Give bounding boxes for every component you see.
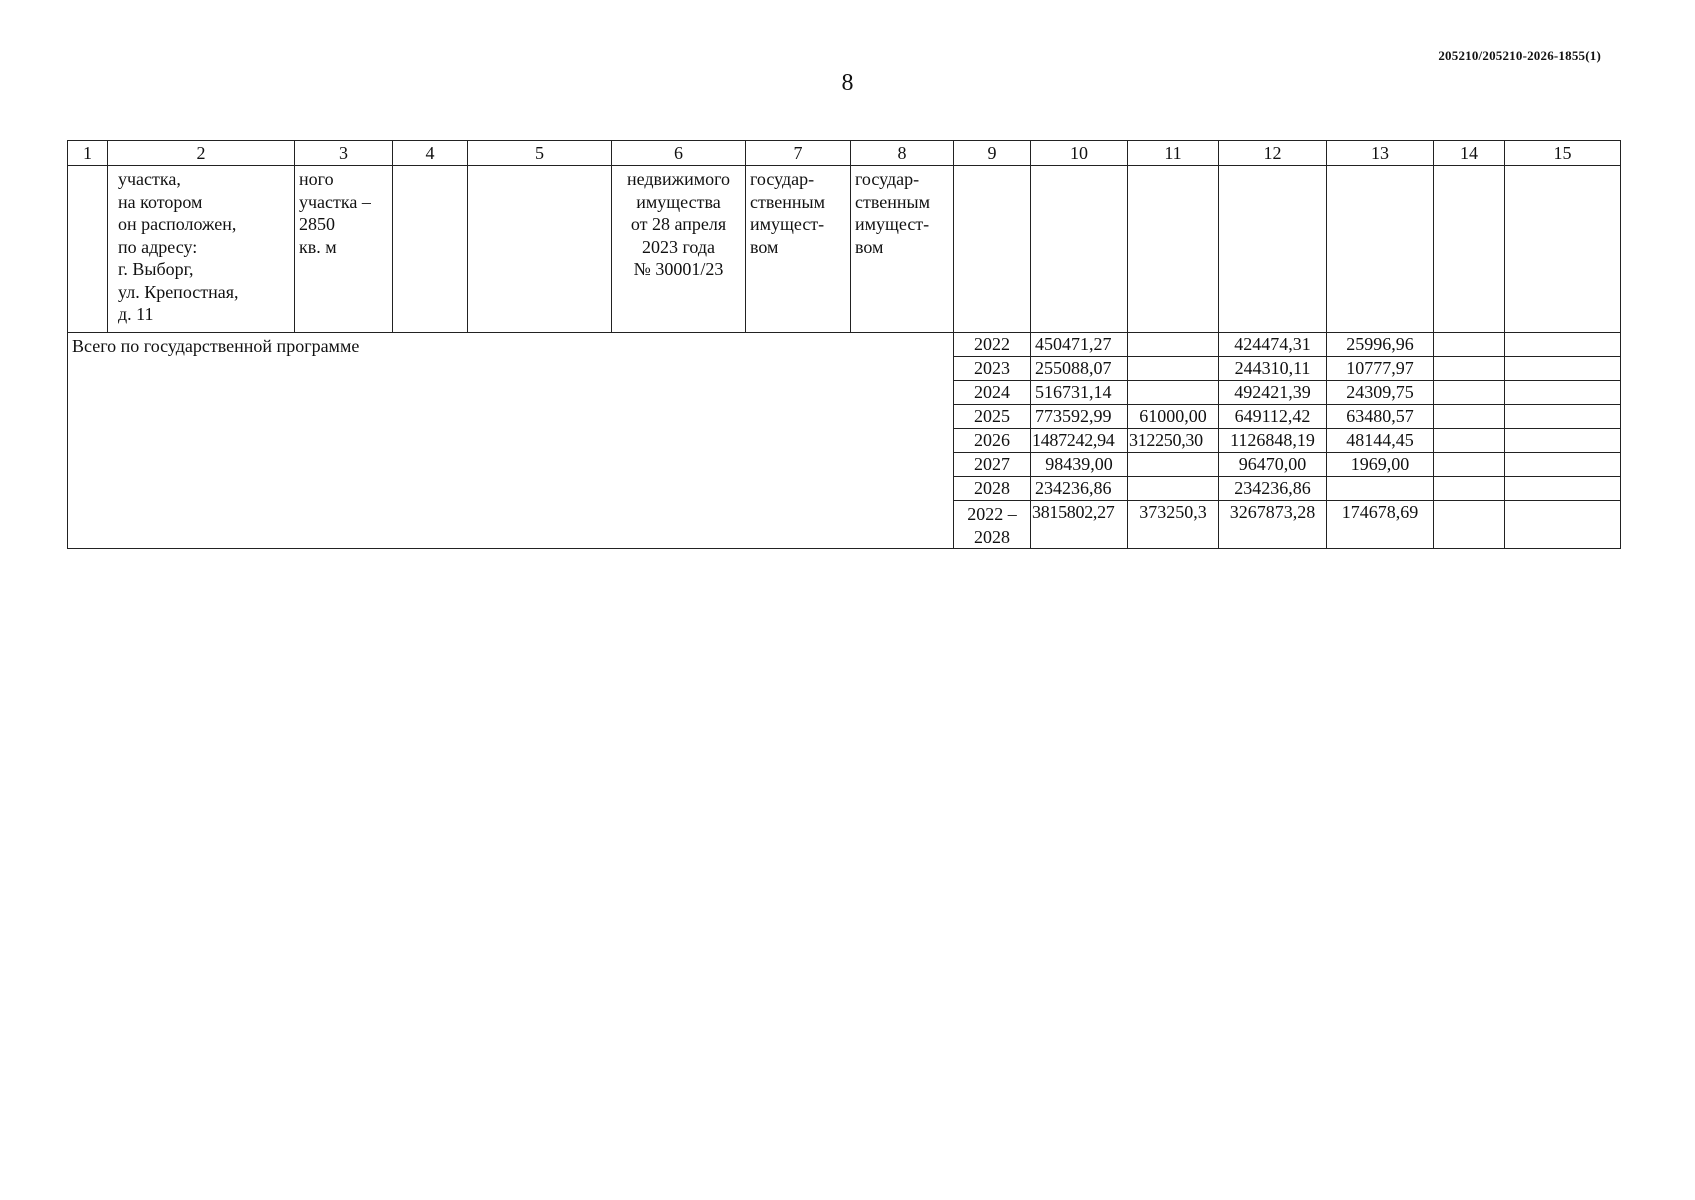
summary-regional: 234236,86 [1219, 477, 1327, 501]
col7-line: имущест- [750, 214, 825, 234]
address-line: г. Выборг, [118, 259, 194, 279]
summary-federal: 312250,30 [1128, 429, 1219, 453]
document-line: имущества [636, 191, 721, 212]
cell-col7 [746, 166, 851, 333]
summary-col15 [1505, 477, 1621, 501]
summary-col15 [1505, 333, 1621, 357]
summary-federal [1128, 381, 1219, 405]
cell-property-document [612, 166, 746, 333]
summary-year: 2025 [954, 405, 1031, 429]
summary-federal [1128, 333, 1219, 357]
summary-grand-col14 [1434, 501, 1505, 549]
cell-plot-area [295, 166, 393, 333]
column-number: 3 [295, 141, 393, 166]
summary-label: Всего по государственной программе [68, 333, 954, 549]
summary-grand-regional: 3267873,28 [1219, 501, 1327, 549]
summary-year: 2023 [954, 357, 1031, 381]
col7-line: ственным [750, 191, 825, 212]
column-number-row [68, 141, 1621, 166]
summary-grand-total: 3815802,27 [1031, 501, 1128, 549]
summary-grand-federal: 373250,3 [1128, 501, 1219, 549]
summary-local: 1969,00 [1327, 453, 1434, 477]
col8-line: имущест- [855, 214, 930, 234]
column-number: 7 [746, 141, 851, 166]
address-line: участка, [118, 169, 181, 189]
address-line: на котором [118, 191, 203, 212]
cell-address [108, 166, 295, 333]
address-line: д. 11 [118, 304, 154, 324]
summary-col15 [1505, 453, 1621, 477]
summary-total: 1487242,94 [1031, 429, 1128, 453]
summary-col15 [1505, 357, 1621, 381]
column-number: 9 [954, 141, 1031, 166]
column-number: 12 [1219, 141, 1327, 166]
document-line: от 28 апреля [630, 214, 727, 234]
col8-line: вом [855, 236, 884, 257]
summary-row [68, 333, 1621, 357]
summary-total: 234236,86 [1031, 477, 1128, 501]
summary-federal: 61000,00 [1128, 405, 1219, 429]
area-line: участка – [299, 191, 371, 212]
column-number: 2 [108, 141, 295, 166]
summary-regional: 424474,31 [1219, 333, 1327, 357]
column-number: 8 [851, 141, 954, 166]
continuation-row [68, 166, 1621, 333]
summary-col14 [1434, 453, 1505, 477]
document-line: № 30001/23 [633, 259, 724, 279]
column-number: 11 [1128, 141, 1219, 166]
summary-grand-local: 174678,69 [1327, 501, 1434, 549]
cell-col15 [1505, 166, 1621, 333]
period-line: 2022 – [967, 504, 1017, 524]
cell-col1 [68, 166, 108, 333]
summary-col14 [1434, 429, 1505, 453]
column-number: 6 [612, 141, 746, 166]
column-number: 15 [1505, 141, 1621, 166]
cell-col8 [851, 166, 954, 333]
column-number: 10 [1031, 141, 1128, 166]
summary-year: 2024 [954, 381, 1031, 405]
cell-col9 [954, 166, 1031, 333]
address-line: по адресу: [118, 236, 198, 257]
summary-year: 2028 [954, 477, 1031, 501]
summary-local: 48144,45 [1327, 429, 1434, 453]
summary-col14 [1434, 333, 1505, 357]
summary-col14 [1434, 477, 1505, 501]
summary-total-period [954, 501, 1031, 549]
summary-federal [1128, 453, 1219, 477]
cell-col10 [1031, 166, 1128, 333]
summary-federal [1128, 477, 1219, 501]
address-line: ул. Крепостная, [118, 281, 239, 302]
summary-local: 25996,96 [1327, 333, 1434, 357]
summary-federal [1128, 357, 1219, 381]
summary-year: 2027 [954, 453, 1031, 477]
column-number: 4 [393, 141, 468, 166]
summary-regional: 96470,00 [1219, 453, 1327, 477]
summary-local: 63480,57 [1327, 405, 1434, 429]
cell-col13 [1327, 166, 1434, 333]
summary-col15 [1505, 429, 1621, 453]
summary-year: 2022 [954, 333, 1031, 357]
column-number: 13 [1327, 141, 1434, 166]
area-line: ного [299, 169, 334, 189]
program-table [67, 140, 1621, 549]
summary-local [1327, 477, 1434, 501]
summary-total: 255088,07 [1031, 357, 1128, 381]
area-line: 2850 [299, 214, 335, 234]
summary-col14 [1434, 405, 1505, 429]
summary-regional: 244310,11 [1219, 357, 1327, 381]
summary-total: 773592,99 [1031, 405, 1128, 429]
col8-line: государ- [855, 169, 920, 189]
period-line: 2028 [974, 526, 1010, 547]
cell-col11 [1128, 166, 1219, 333]
column-number: 5 [468, 141, 612, 166]
summary-local: 10777,97 [1327, 357, 1434, 381]
cell-col5 [468, 166, 612, 333]
summary-col14 [1434, 357, 1505, 381]
cell-col12 [1219, 166, 1327, 333]
col7-line: государ- [750, 169, 815, 189]
cell-col4 [393, 166, 468, 333]
column-number: 1 [68, 141, 108, 166]
document-line: недвижимого [626, 169, 731, 189]
summary-year: 2026 [954, 429, 1031, 453]
document-line: 2023 года [641, 236, 716, 257]
summary-regional: 649112,42 [1219, 405, 1327, 429]
column-number: 14 [1434, 141, 1505, 166]
page-number: 8 [841, 70, 854, 96]
address-line: он расположен, [118, 214, 237, 234]
area-line: кв. м [299, 236, 337, 257]
summary-regional: 1126848,19 [1219, 429, 1327, 453]
col8-line: ственным [855, 191, 930, 212]
summary-total: 98439,00 [1031, 453, 1128, 477]
summary-col15 [1505, 381, 1621, 405]
summary-col14 [1434, 381, 1505, 405]
summary-col15 [1505, 405, 1621, 429]
col7-line: вом [750, 236, 779, 257]
document-code: 205210/205210-2026-1855(1) [1438, 48, 1601, 63]
summary-total: 516731,14 [1031, 381, 1128, 405]
cell-col14 [1434, 166, 1505, 333]
summary-regional: 492421,39 [1219, 381, 1327, 405]
summary-total: 450471,27 [1031, 333, 1128, 357]
summary-local: 24309,75 [1327, 381, 1434, 405]
summary-grand-col15 [1505, 501, 1621, 549]
